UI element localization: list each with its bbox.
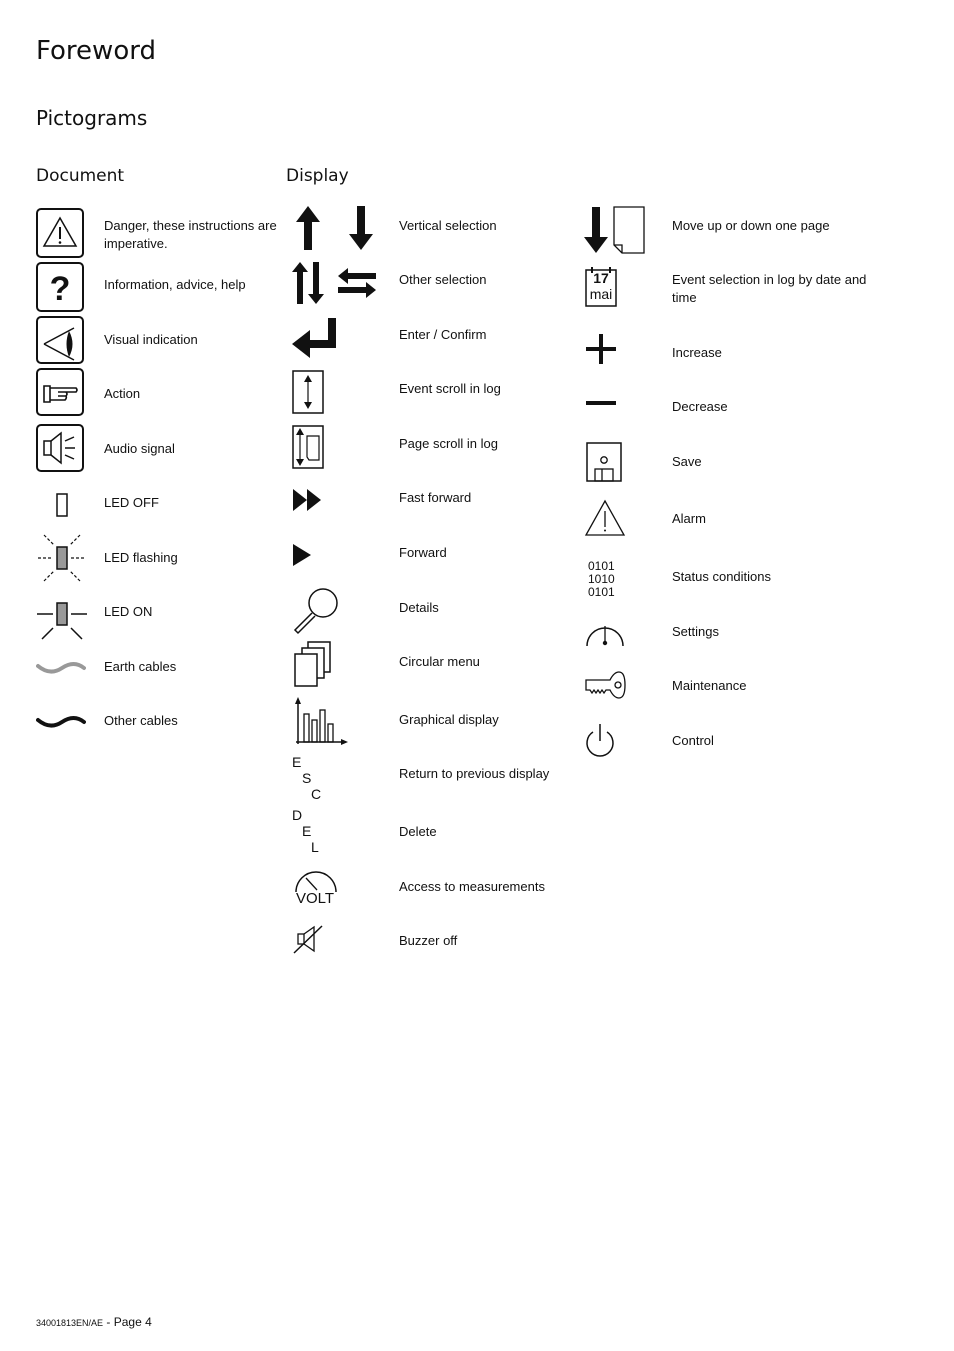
display-item-label: Settings [672,624,719,639]
led-on-icon [36,588,88,647]
vertical-arrows-icon [290,204,380,257]
page-number: - Page 4 [103,1315,152,1329]
page-down-icon [582,205,648,260]
other-selection-icon [290,260,380,311]
eye-icon [36,316,84,369]
question-icon [36,262,84,317]
power-icon [584,722,616,765]
pointing-hand-icon [36,368,84,421]
pages-stack-icon [292,640,336,695]
magnifier-icon [291,586,341,641]
display-item-label: Status conditions [672,569,772,584]
document-heading: Document [36,166,125,186]
plus-icon [584,332,618,371]
display-item-label: Increase [672,345,722,360]
bar-graph-icon [292,696,352,753]
document-item-label: LED ON [104,604,153,619]
document-item-label: Audio signal [104,441,175,456]
document-item-label: LED OFF [104,495,159,510]
floppy-icon [585,441,625,488]
page-footer [36,1313,152,1331]
buzzer-off-icon [292,924,326,961]
section-title: Pictograms [36,106,148,130]
other-cable-icon [36,712,86,737]
display-item-label: Graphical display [399,712,499,727]
display-item-label: Save [672,454,702,469]
event-scroll-icon [291,369,327,420]
document-item-label: LED flashing [104,550,178,565]
binary-icon: 0101 1010 0101 [588,559,615,599]
display-item-label: Enter / Confirm [399,327,487,342]
speaker-icon [36,424,84,477]
display-item-label: Control [672,733,714,748]
document-item-label: Other cables [104,713,178,728]
display-item-label: Circular menu [399,654,480,669]
forward-icon [291,542,315,573]
document-item-label: Earth cables [104,659,177,674]
display-item-label: Buzzer off [399,933,458,948]
display-item-label: Vertical selection [399,218,497,233]
led-flashing-icon [36,532,88,589]
enter-icon [290,316,342,367]
display-item-label: Event selection in log by date and time [672,272,867,305]
earth-cable-icon [36,658,86,683]
document-code: 34001813EN/AE [36,1318,104,1328]
document-item-label: Danger, these instructions are imperative. [104,218,277,251]
page-title: Foreword [36,36,156,66]
display-item-label: Move up or down one page [672,218,830,233]
document-item-label: Visual indication [104,332,198,347]
display-item-label: Delete [399,824,437,839]
document-item-label: Information, advice, help [104,277,246,292]
danger-icon [36,208,84,263]
gauge-icon [584,618,626,653]
document-item-label: Action [104,386,141,401]
calendar-icon: 17 mai [584,266,618,308]
display-item-label: Alarm [672,511,706,526]
display-item-label: Other selection [399,272,487,287]
minus-icon [584,396,618,414]
del-icon: D E L [292,807,319,855]
fast-forward-icon [291,487,327,518]
alarm-icon [584,498,626,543]
display-item-label: Details [399,600,439,615]
key-icon [584,670,628,707]
svg-text:?: ? [49,270,71,308]
display-item-label: Page scroll in log [399,436,498,451]
page-scroll-icon [291,424,327,475]
display-item-label: Access to measurements [399,879,545,894]
display-item-label: Maintenance [672,678,747,693]
voltmeter-icon: VOLT [292,864,344,910]
display-heading: Display [286,166,349,186]
display-item-label: Return to previous display [399,766,550,781]
led-off-icon [50,492,74,523]
display-item-label: Decrease [672,399,728,414]
display-item-label: Fast forward [399,490,472,505]
display-item-label: Forward [399,545,447,560]
esc-icon: E S C [292,754,322,802]
display-item-label: Event scroll in log [399,381,501,396]
